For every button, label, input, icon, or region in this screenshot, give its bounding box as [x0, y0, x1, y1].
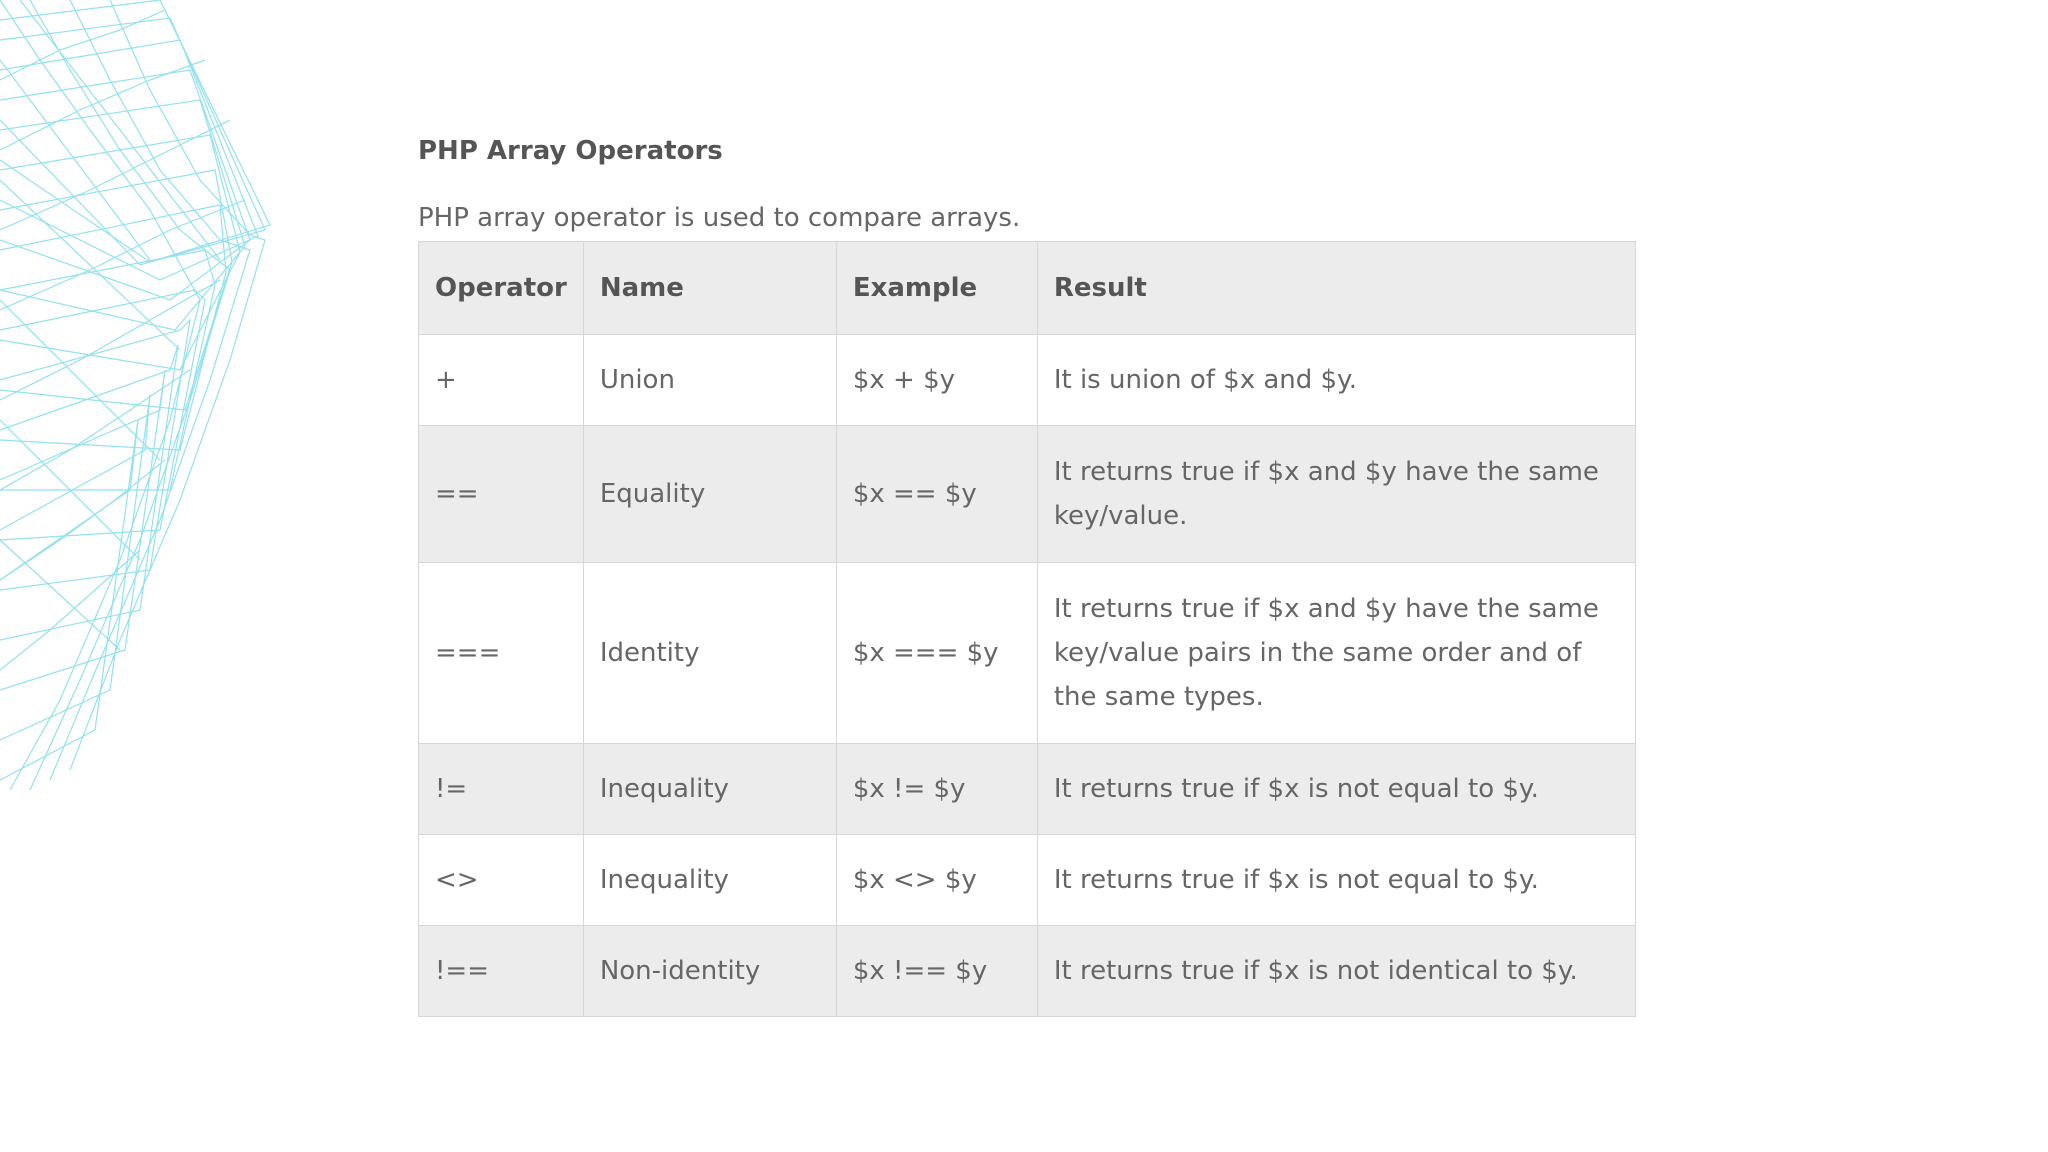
name-cell: Identity — [583, 563, 836, 744]
result-cell: It returns true if $x and $y have the same key/value pairs in the same order and of the same types. — [1037, 563, 1635, 744]
name-cell: Inequality — [583, 744, 836, 835]
table-row — [419, 563, 1636, 744]
result-cell: It is union of $x and $y. — [1037, 335, 1635, 426]
table-row — [419, 744, 1636, 835]
example-cell: $x != $y — [836, 744, 1037, 835]
result-cell: It returns true if $x is not identical to $y. — [1037, 926, 1635, 1017]
example-cell: $x + $y — [836, 335, 1037, 426]
operator-cell: == — [419, 426, 584, 563]
table-row — [419, 926, 1636, 1017]
table-row — [419, 835, 1636, 926]
decorative-wireframe — [0, 0, 300, 800]
name-cell: Equality — [583, 426, 836, 563]
column-header-name: Name — [583, 242, 836, 335]
result-cell: It returns true if $x is not equal to $y. — [1037, 835, 1635, 926]
example-cell: $x !== $y — [836, 926, 1037, 1017]
name-cell: Non-identity — [583, 926, 836, 1017]
operator-cell: !== — [419, 926, 584, 1017]
example-cell: $x <> $y — [836, 835, 1037, 926]
table-row — [419, 335, 1636, 426]
operator-cell: != — [419, 744, 584, 835]
operator-cell: + — [419, 335, 584, 426]
column-header-result: Result — [1037, 242, 1635, 335]
name-cell: Inequality — [583, 835, 836, 926]
result-cell: It returns true if $x is not equal to $y. — [1037, 744, 1635, 835]
operator-cell: <> — [419, 835, 584, 926]
array-operators-table — [418, 241, 1636, 1017]
operator-cell: === — [419, 563, 584, 744]
main-content — [418, 128, 1638, 986]
table-header-row — [419, 242, 1636, 335]
table-row — [419, 426, 1636, 563]
example-cell: $x === $y — [836, 563, 1037, 744]
page-title: PHP Array Operators — [418, 136, 723, 166]
example-cell: $x == $y — [836, 426, 1037, 563]
name-cell: Union — [583, 335, 836, 426]
column-header-operator: Operator — [419, 242, 584, 335]
result-cell: It returns true if $x and $y have the same key/value. — [1037, 426, 1635, 563]
column-header-example: Example — [836, 242, 1037, 335]
intro-text: PHP array operator is used to compare arrays. — [418, 203, 1021, 233]
